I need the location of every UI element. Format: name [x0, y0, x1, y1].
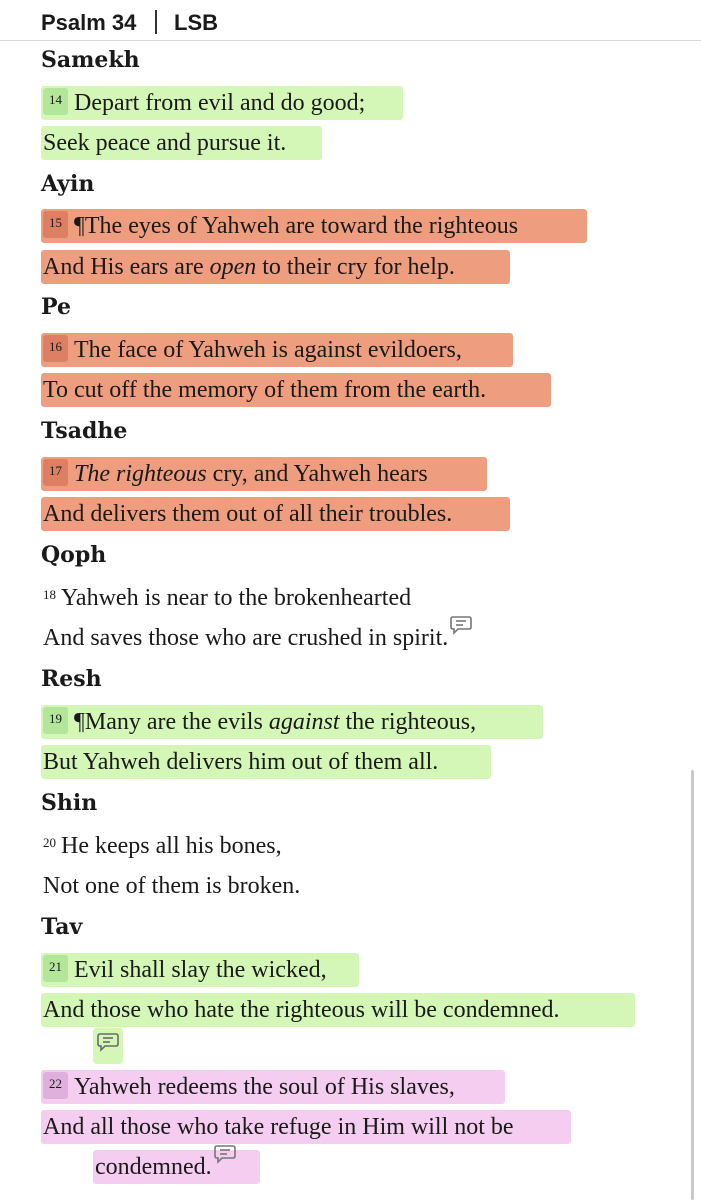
verse-text-italic: open — [209, 254, 257, 280]
header-divider — [155, 10, 157, 34]
verse-text-italic: The righteous — [74, 461, 207, 487]
verse-text-italic: against — [268, 709, 340, 735]
verse-text: the righteous, — [339, 709, 477, 735]
verse-20-line-2[interactable]: Not one of them is broken. — [43, 873, 301, 899]
section-heading: Ayin — [41, 171, 95, 197]
verse-19-line-1[interactable] — [41, 705, 543, 739]
verse-text: Yahweh redeems the soul of His slaves, — [74, 1074, 455, 1100]
verse-22-line-3[interactable] — [93, 1150, 260, 1184]
verse-15-line-1[interactable] — [41, 209, 587, 243]
verse-text: to their cry for help. — [256, 254, 455, 280]
verse-text: Yahweh is near to the brokenhearted — [61, 585, 412, 611]
verse-17-line-2[interactable]: And delivers them out of all their troubles. — [41, 497, 510, 531]
note-comment-icon[interactable] — [450, 615, 472, 635]
verse-14-line-2[interactable]: Seek peace and pursue it. — [41, 126, 322, 160]
verse-text: He keeps all his bones, — [61, 833, 282, 859]
verse-19-line-2[interactable]: But Yahweh delivers him out of them all. — [41, 745, 491, 779]
section-heading: Pe — [41, 294, 71, 320]
note-comment-icon[interactable] — [214, 1144, 236, 1164]
verse-21-line-1[interactable] — [41, 953, 359, 987]
section-heading: Samekh — [41, 47, 140, 73]
section-heading: Tav — [41, 914, 83, 940]
verse-text: And saves those who are crushed in spirit. — [43, 625, 449, 651]
verse-text: Depart from evil and do good; — [74, 90, 366, 116]
verse-text: cry, and Yahweh hears — [206, 461, 428, 487]
verse-16-line-1[interactable] — [41, 333, 513, 367]
verse-16-line-2[interactable]: To cut off the memory of them from the earth. — [41, 373, 551, 407]
note-comment-icon[interactable] — [93, 1028, 123, 1064]
verse-17-line-1[interactable] — [41, 457, 487, 491]
verse-20-line-1[interactable] — [41, 829, 321, 863]
verse-text: condemned. — [95, 1154, 212, 1180]
verse-14-line-1[interactable] — [41, 86, 403, 120]
section-heading: Tsadhe — [41, 418, 128, 444]
version-button[interactable]: LSB — [174, 10, 218, 35]
verse-number[interactable]: 22 — [43, 1072, 68, 1099]
verse-text: ¶The eyes of Yahweh are toward the righteous — [74, 213, 519, 239]
section-heading: Qoph — [41, 542, 107, 568]
verse-number[interactable]: 16 — [43, 335, 68, 362]
verse-number[interactable]: 15 — [43, 211, 68, 238]
verse-number[interactable]: 18 — [43, 587, 56, 602]
verse-21-line-2[interactable]: And those who hate the righteous will be condemned. — [41, 993, 635, 1027]
verse-15-line-2[interactable] — [41, 250, 510, 284]
verse-22-line-1[interactable] — [41, 1070, 505, 1104]
verse-number[interactable]: 17 — [43, 459, 68, 486]
verse-number[interactable]: 19 — [43, 707, 68, 734]
vertical-scrollbar[interactable] — [691, 770, 694, 1200]
verse-number[interactable]: 14 — [43, 88, 68, 115]
section-heading: Resh — [41, 666, 102, 692]
verse-18-line-1[interactable] — [41, 581, 471, 615]
verse-text: Evil shall slay the wicked, — [74, 957, 327, 983]
verse-22-line-2[interactable]: And all those who take refuge in Him will not be — [41, 1110, 571, 1144]
verse-number[interactable]: 20 — [43, 835, 56, 850]
verse-18-line-2[interactable] — [41, 621, 541, 655]
verse-number[interactable]: 21 — [43, 955, 68, 982]
verse-text: The face of Yahweh is against evildoers, — [74, 337, 462, 363]
verse-text: ¶Many are the evils — [74, 709, 269, 735]
reader-header — [0, 0, 701, 41]
section-heading: Shin — [41, 790, 98, 816]
verse-text: And His ears are — [43, 254, 210, 280]
chapter-title-button[interactable]: Psalm 34 — [41, 10, 137, 35]
